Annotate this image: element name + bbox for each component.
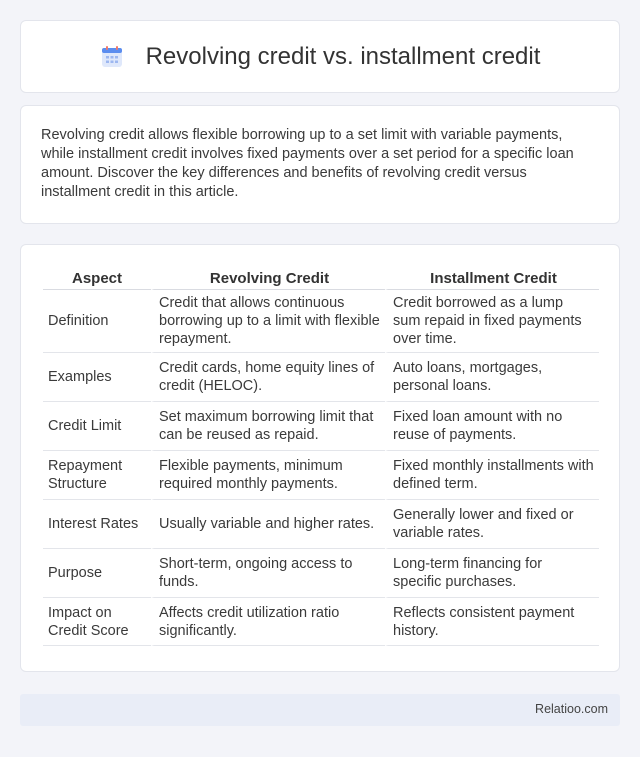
page-title: Revolving credit vs. installment credit xyxy=(145,42,541,70)
aspect-cell: Repayment Structure xyxy=(43,451,151,500)
table-header-row xyxy=(43,264,599,290)
installment-cell: Reflects consistent payment history. xyxy=(385,598,599,646)
installment-cell: Fixed monthly installments with defined term. xyxy=(385,451,599,500)
revolving-cell: Credit that allows continuous borrowing up to a limit with flexible repayment. xyxy=(151,290,385,353)
revolving-cell: Short-term, ongoing access to funds. xyxy=(151,549,385,598)
installment-cell: Generally lower and fixed or variable rates. xyxy=(385,500,599,549)
footer-site-link[interactable]: Relatioo.com xyxy=(535,702,608,716)
table-row xyxy=(43,402,599,451)
revolving-cell: Set maximum borrowing limit that can be reused as repaid. xyxy=(151,402,385,451)
footer xyxy=(20,694,620,726)
aspect-cell: Interest Rates xyxy=(43,500,151,549)
header-revolving: Revolving Credit xyxy=(151,264,385,290)
revolving-cell: Affects credit utilization ratio significantly. xyxy=(151,598,385,646)
table-row xyxy=(43,451,599,500)
aspect-cell: Impact on Credit Score xyxy=(43,598,151,646)
installment-cell: Auto loans, mortgages, personal loans. xyxy=(385,353,599,402)
header-installment: Installment Credit xyxy=(385,264,599,290)
intro-text: Revolving credit allows flexible borrowing up to a set limit with variable payments, while installment credit involves fixed payments over a set period for a specific loan amount. Discover the key differences and benefits of revolving credit versus installment credit in this article. xyxy=(41,127,574,200)
comparison-card xyxy=(20,244,620,672)
table-row xyxy=(43,500,599,549)
table-row xyxy=(43,549,599,598)
header-aspect: Aspect xyxy=(43,264,151,290)
table-row xyxy=(43,353,599,402)
aspect-cell: Examples xyxy=(43,353,151,402)
aspect-cell: Definition xyxy=(43,290,151,353)
revolving-cell: Credit cards, home equity lines of credit (HELOC). xyxy=(151,353,385,402)
title-card xyxy=(20,20,620,93)
aspect-cell: Credit Limit xyxy=(43,402,151,451)
revolving-cell: Usually variable and higher rates. xyxy=(151,500,385,549)
aspect-cell: Purpose xyxy=(43,549,151,598)
installment-cell: Fixed loan amount with no reuse of payments. xyxy=(385,402,599,451)
installment-cell: Long-term financing for specific purchases. xyxy=(385,549,599,598)
revolving-cell: Flexible payments, minimum required monthly payments. xyxy=(151,451,385,500)
intro-card xyxy=(20,105,620,224)
table-row xyxy=(43,290,599,353)
comparison-table xyxy=(43,264,599,646)
installment-cell: Credit borrowed as a lump sum repaid in fixed payments over time. xyxy=(385,290,599,353)
calendar-icon xyxy=(100,45,124,69)
table-row xyxy=(43,598,599,646)
